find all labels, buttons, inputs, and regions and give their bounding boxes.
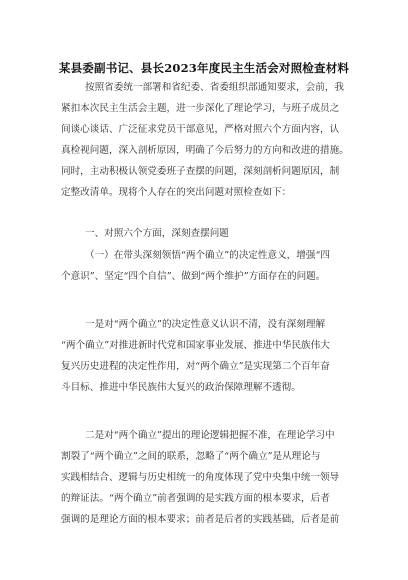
text-line: 割裂了“两个确立”之间的联系，忽略了“两个确立”是从理论与	[61, 451, 321, 462]
text-line: 的辩证法。“两个确立”前者强调的是实践方面的根本要求，后者	[61, 493, 330, 504]
text-line: 按照省委统一部署和省纪委、省委组织部通知要求，会前，我	[85, 82, 345, 93]
text-line: 二是对“两个确立”提出的理论逻辑把握不准，在理论学习中	[85, 430, 335, 441]
text-line: （一）在带头深刻领悟“两个确立”的决定性意义，增强“四	[85, 250, 330, 261]
text-line: 间谈心谈话、广泛征求党员干部意见，严格对照六个方面内容，认	[61, 124, 340, 135]
text-line: 真检视问题，深入剖析原因，明确了今后努力的方向和改进的措施。	[61, 145, 349, 156]
text-line: 定整改清单。现将个人存在的突出问题对照检查如下：	[61, 187, 292, 198]
text-line: 紧扣本次民主生活会主题，进一步深化了理论学习，与班子成员之	[61, 103, 340, 114]
text-line: 一是对“两个确立”的决定性意义认识不清，没有深刻理解	[85, 319, 326, 330]
text-line: 个意识”、坚定“四个自信”、做到“两个维护”方面存在的问题。	[61, 271, 326, 282]
text-line: 同时，主动积极认领党委班子查摆的问题，深刻剖析问题原因，制	[61, 166, 340, 177]
text-line: 复兴历史进程的决定性作用，对“两个确立”是实现第二个百年奋	[61, 361, 330, 372]
text-line: 强调的是理论方面的根本要求；前者是后者的实践基础，后者是前	[61, 514, 340, 525]
text-line: “两个确立”对推进新时代党和国家事业发展、推进中华民族伟大	[61, 340, 330, 351]
text-line: 斗目标、推进中华民族伟大复兴的政治保障理解不透彻。	[61, 382, 301, 393]
document-title: 某县委副书记、县长2023年度民主生活会对照检查材料	[58, 61, 350, 75]
heading-line: 一、对照六个方面，深刻查摆问题	[85, 228, 229, 239]
text-line: 实践相结合、逻辑与历史相统一的角度体现了党中央集中统一领导	[61, 472, 340, 483]
